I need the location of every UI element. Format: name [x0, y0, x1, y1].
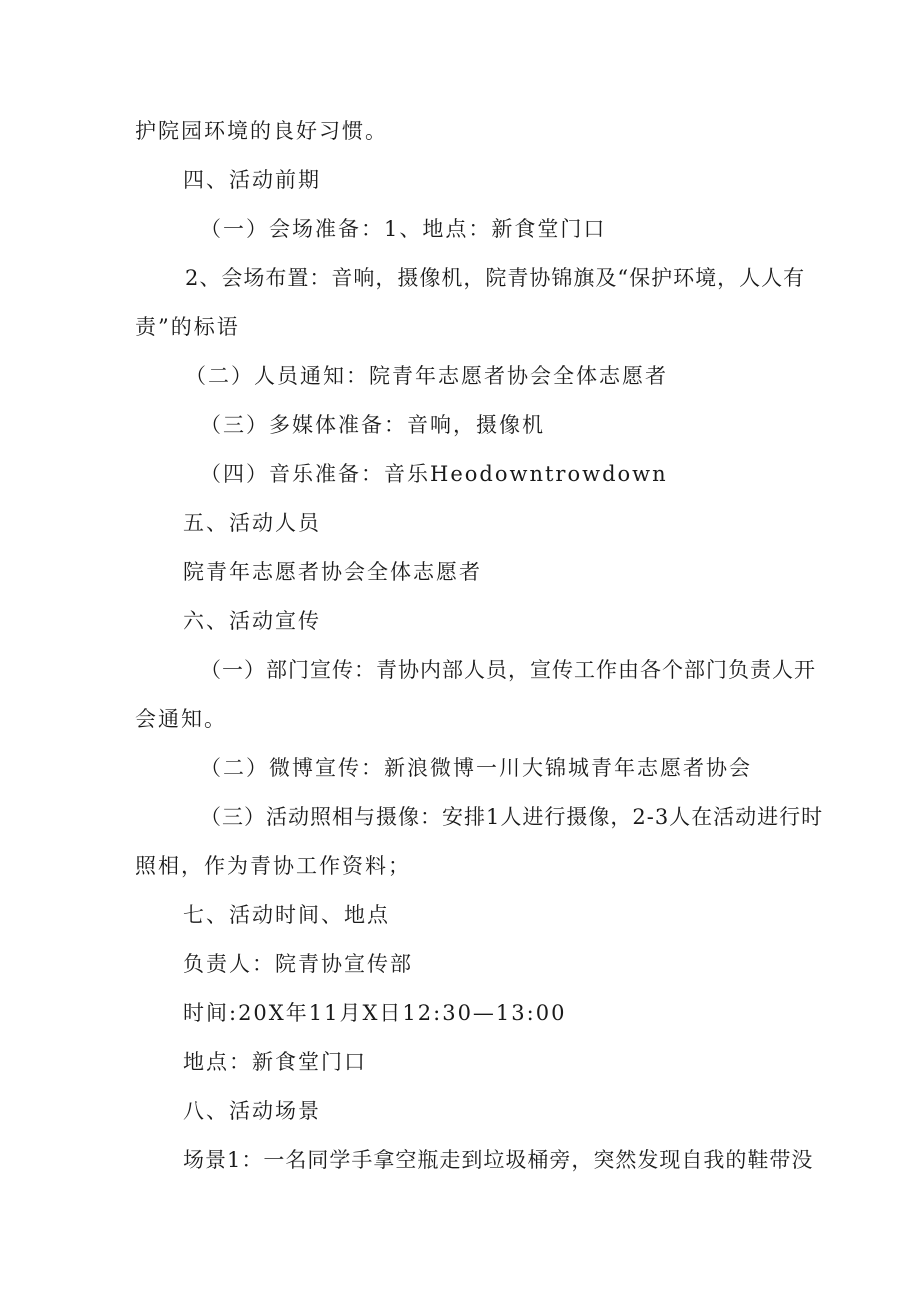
paragraph-line: 会通知。 [135, 707, 227, 731]
paragraph-line: 负责人：院青协宣传部 [183, 952, 413, 976]
section-heading: 五、活动人员 [183, 511, 321, 535]
paragraph-line: （二）微博宣传：新浪微博一川大锦城青年志愿者协会 [200, 756, 752, 780]
paragraph-line: 2、会场布置：音响，摄像机，院青协锦旗及“保护环境，人人有 [185, 266, 806, 290]
section-heading: 六、活动宣传 [183, 609, 321, 633]
paragraph-line: 地点：新食堂门口 [183, 1050, 367, 1074]
paragraph-line: 场景1：一名同学手拿空瓶走到垃圾桶旁，突然发现自我的鞋带没 [183, 1148, 814, 1172]
paragraph-line: （三）多媒体准备：音响，摄像机 [200, 413, 545, 437]
paragraph-line: （一）会场准备：1、地点：新食堂门口 [200, 217, 607, 241]
paragraph-line: 时间:20X年11月X日12:30—13:00 [183, 1001, 567, 1025]
paragraph-line: 责”的标语 [135, 315, 240, 339]
paragraph-line: （四）音乐准备：音乐Heodowntrowdown [200, 462, 668, 486]
paragraph-line: 院青年志愿者协会全体志愿者 [183, 560, 482, 584]
paragraph-line: （二）人员通知：院青年志愿者协会全体志愿者 [185, 364, 668, 388]
section-heading: 八、活动场景 [183, 1099, 321, 1123]
paragraph-line: （三）活动照相与摄像：安排1人进行摄像，2-3人在活动进行时 [200, 805, 824, 829]
paragraph-line: 照相，作为青协工作资料； [135, 854, 411, 878]
section-heading: 四、活动前期 [183, 168, 321, 192]
section-heading: 七、活动时间、地点 [183, 903, 390, 927]
paragraph-line: （一）部门宣传：青协内部人员，宣传工作由各个部门负责人开 [200, 658, 816, 682]
paragraph-line: 护院园环境的良好习惯。 [135, 119, 388, 143]
